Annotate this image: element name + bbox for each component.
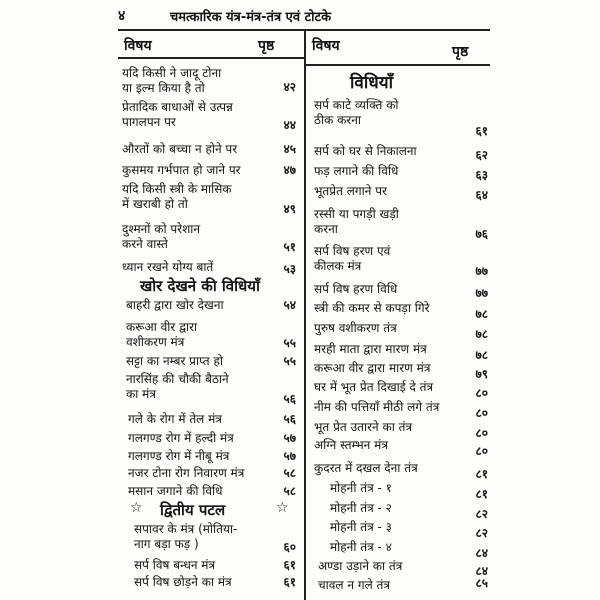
toc-entry-title: यदि किसी ने जादू टोना या इल्म किया है तो [122,66,222,95]
toc-entry-page: ४५ [283,142,296,156]
toc-entry-page: ४७ [283,163,296,177]
toc-entry-page: ७८ [475,307,488,321]
toc-entry-title: मोहनी तंत्र - २ [330,501,392,515]
toc-entry-page: ७८ [475,327,488,341]
toc-entry-title: घर में भूत प्रेत दिखाई दे तंत्र [314,380,434,394]
toc-entry-title: मोहनी तंत्र - १ [330,481,392,495]
running-title: चमत्कारिक यंत्र-मंत्र-तंत्र एवं टोटके [170,10,332,25]
section-heading: विधियाँ [350,73,393,93]
toc-entry-title: सर्प विष हरण एवं कीलक मंत्र [314,244,391,273]
toc-entry-title: गलगण्ड रोग में हल्दी मंत्र [128,431,234,445]
toc-entry-title: मोहनी तंत्र - ४ [330,540,392,554]
left-subject-heading: विषय [124,38,152,54]
toc-entry-title: भूतप्रेत लगाने पर [314,184,387,198]
toc-entry-page: ७९ [475,367,488,381]
toc-entry-title: स्त्री की कमर से कपड़ा गिरे [314,301,430,315]
toc-entry-title: करूआ वीर द्वारा वशीकरण मंत्र [126,320,198,349]
toc-entry-page: ५३ [283,262,296,276]
page-number: ४ [118,8,126,24]
toc-entry-page: ७७ [475,286,488,300]
toc-entry-page: ८१ [475,487,488,501]
left-page-heading: पृष्ठ [258,38,275,54]
toc-entry-page: ६१ [475,124,488,138]
toc-entry-page: ८४ [475,564,488,578]
toc-entry-page: ५६ [283,392,296,406]
toc-entry-page: ८२ [475,507,488,521]
toc-entry-title: गलगण्ड रोग में नीबू मंत्र [128,449,230,463]
toc-entry-title: प्रेतादिक बाधाओं से उत्पन्न पागलपन पर [122,100,233,129]
toc-entry-page: ५५ [283,354,296,368]
star-ornament-icon: ☆ [130,500,143,516]
toc-entry-title: सट्टा का नम्बर प्राप्त हो [126,354,223,368]
toc-entry-title: मसान जगाने की विधि [128,484,223,498]
toc-entry-title: पुरुष वशीकरण तंत्र [314,321,397,335]
toc-entry-page: ५५ [283,336,296,350]
right-column-header-rule [306,64,490,66]
toc-entry-page: ६१ [283,575,296,589]
toc-entry-page: ४९ [283,202,296,216]
section-heading: खोर देखने की विधियाँ [140,277,260,295]
toc-entry-page: ८० [475,406,488,420]
toc-entry-page: ५४ [283,298,296,312]
toc-entry-title: दुश्मनों को परेशान करने वास्ते [122,222,201,251]
toc-entry-title: औरतों को बच्चा न होने पर [122,142,238,156]
toc-entry-page: ५८ [283,466,296,480]
toc-entry-page: ४४ [283,118,296,132]
toc-entry-title: सर्प को घर से निकालना [314,144,417,158]
toc-entry-title: कुसमय गर्भपात हो जाने पर [122,163,241,177]
toc-entry-page: ५८ [283,484,296,498]
toc-entry-page: ८२ [475,526,488,540]
toc-entry-page: ८० [475,444,488,458]
toc-entry-title: मोहनी तंत्र - ३ [330,520,392,534]
toc-entry-page: ८० [475,386,488,400]
toc-entry-page: ६४ [475,188,488,202]
star-ornament-icon: ☆ [276,500,289,516]
toc-entry-page: ७६ [475,227,488,241]
toc-entry-title: बाहरी द्वारा खोर देखना [126,298,224,312]
toc-entry-page: ६० [283,540,296,554]
toc-entry-title: ध्यान रखने योग्य बातें [122,260,214,274]
toc-entry-title: मरही माता द्वारा मारण मंत्र [314,342,427,356]
toc-entry-title: भूत प्रेत उतारने का तंत्र [314,420,413,434]
right-subject-heading: विषय [312,38,340,54]
toc-entry-page: ६२ [475,148,488,162]
toc-entry-title: सपावर के मंत्र (मोतिया- नाग बड़ा फड़ ) [134,522,238,551]
toc-entry-title: सर्प विष बन्धन मंत्र [134,558,216,572]
right-page-heading: पृष्ठ [452,44,469,60]
toc-entry-page: ६३ [475,168,488,182]
toc-entry-title: सर्प विष हरण विधि [314,282,398,296]
toc-entry-page: ८५ [475,576,488,590]
toc-entry-title: नारसिंह की चौकी बैठाने का मंत्र [126,372,229,401]
toc-entry-page: ८४ [475,546,488,560]
toc-entry-page: ६१ [283,558,296,572]
toc-entry-title: नीम की पत्तियाँ मीठी लगे तंत्र [314,400,440,414]
toc-entry-title: सर्प विष छोड़ने का मंत्र [134,575,232,589]
toc-entry-title: नजर टोना रोग निवारण मंत्र [128,466,245,480]
toc-entry-page: ५७ [283,449,296,463]
toc-entry-page: ८० [475,426,488,440]
toc-entry-title: कुदरत में दखल देना तंत्र [314,461,418,475]
toc-entry-title: अण्डा उड़ाने का तंत्र [318,559,403,573]
toc-entry-page: ७८ [475,348,488,362]
section-heading: द्वितीय पटल [160,501,226,519]
toc-entry-page: ४२ [283,80,296,94]
toc-entry-title: रस्सी या पगड़ी खड़ी करना [314,207,399,236]
toc-entry-title: अग्नि स्तम्भन मंत्र [314,438,388,452]
toc-entry-title: सर्प काटे व्यक्ति को ठीक करना [314,98,399,127]
toc-entry-page: ७७ [475,264,488,278]
page-header [118,6,490,28]
toc-entry-page: ५१ [283,240,296,254]
toc-entry-title: फड़ लगाने की विधि [314,164,399,178]
toc-entry-page: ५७ [283,431,296,445]
toc-entry-page: ५६ [283,412,296,426]
toc-entry-title: करूआ वीर द्वारा मारण मंत्र [314,361,431,375]
left-column-header-rule [118,57,304,59]
toc-entry-title: चावल न गले तंत्र [318,578,390,592]
toc-entry-page: ८१ [475,467,488,481]
toc-entry-title: गले के रोग में तेल मंत्र [128,412,222,426]
column-divider [304,31,306,600]
toc-entry-title: यदि किसी स्त्री के मासिक में खराबी हो तो [122,182,232,211]
